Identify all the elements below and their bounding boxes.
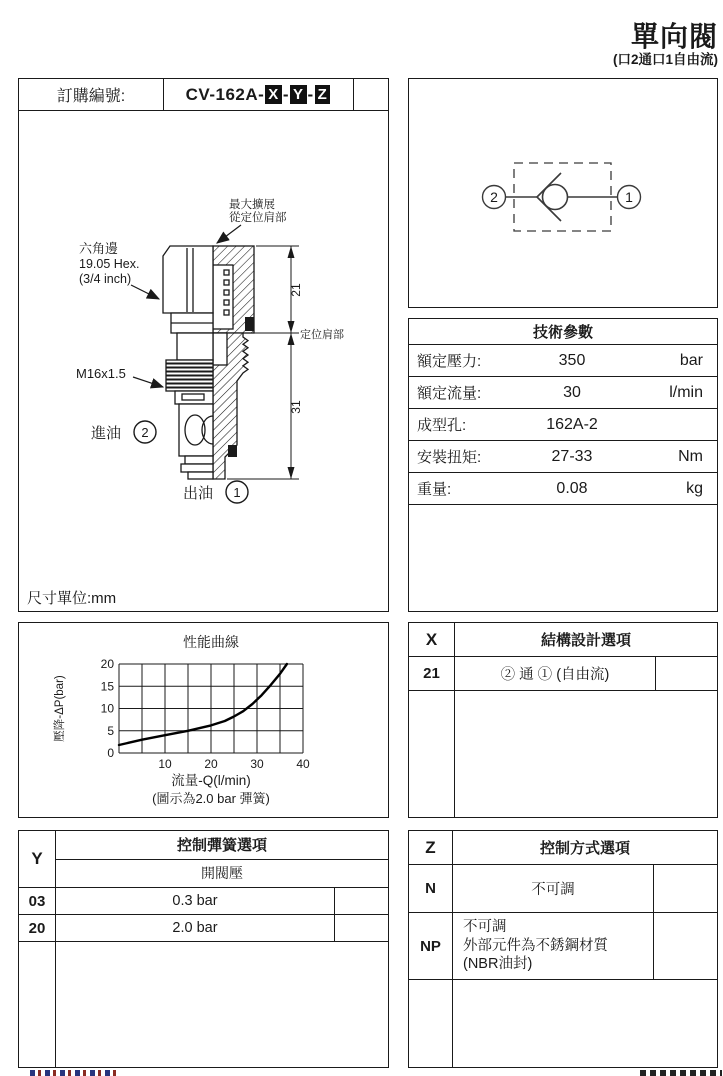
hex-label-3: (3/4 inch) bbox=[79, 272, 132, 286]
performance-curve-chart bbox=[19, 623, 387, 816]
seal-upper bbox=[245, 317, 254, 331]
ordering-code-z-chip: Z bbox=[315, 85, 331, 104]
param-value: 0.08 bbox=[556, 479, 588, 497]
x-options-code: X bbox=[409, 623, 455, 656]
ordering-row bbox=[19, 79, 388, 111]
check-valve-symbol bbox=[409, 79, 716, 306]
z-option-row bbox=[409, 865, 717, 913]
ordering-code-y-chip: Y bbox=[290, 85, 307, 104]
param-label: 額定壓力: bbox=[417, 353, 482, 370]
y-options-panel bbox=[18, 830, 389, 1068]
z-option-code: N bbox=[409, 865, 453, 912]
y-options-empty-area bbox=[19, 942, 388, 1067]
valve-section-hatched bbox=[213, 246, 254, 479]
tech-params-title: 技術參數 bbox=[409, 319, 717, 345]
x-option-desc: ② 通 ① (自由流) bbox=[500, 667, 610, 683]
unit-note: 尺寸單位:mm bbox=[27, 590, 117, 607]
x-options-empty-area bbox=[409, 691, 717, 817]
param-unit: kg bbox=[686, 479, 703, 497]
max-extension-label-2: 從定位肩部 bbox=[229, 212, 287, 224]
ordering-code: CV-162A- X - Y - Z bbox=[164, 79, 354, 110]
drawing-panel bbox=[18, 78, 389, 612]
x-option-code: 21 bbox=[409, 657, 455, 690]
y-option-spare-cell bbox=[334, 888, 388, 914]
y-option-desc: 2.0 bar bbox=[172, 920, 218, 936]
z-options-empty-area bbox=[409, 980, 717, 1067]
ordering-code-prefix: CV-162A- bbox=[185, 84, 265, 104]
x-options-header bbox=[409, 623, 717, 657]
tech-param-row bbox=[409, 473, 717, 505]
z-options-code: Z bbox=[409, 831, 453, 864]
y-options-header bbox=[19, 831, 388, 888]
tech-param-row bbox=[409, 409, 717, 441]
tech-param-row bbox=[409, 345, 717, 377]
inlet-port-number: 2 bbox=[141, 425, 149, 440]
y-option-spare-cell bbox=[334, 915, 388, 941]
y-options-code: Y bbox=[19, 831, 56, 887]
param-value: 350 bbox=[558, 351, 586, 369]
chart-y-axis-label: 壓降-ΔP(bar) bbox=[54, 675, 66, 742]
ordering-spare-cell bbox=[354, 79, 388, 110]
hex-leader bbox=[131, 285, 159, 299]
param-value: 30 bbox=[563, 383, 581, 401]
z-options-panel bbox=[408, 830, 718, 1068]
thread-label: M16x1.5 bbox=[76, 366, 126, 381]
schematic-panel bbox=[408, 78, 718, 308]
z-option-spare-cell bbox=[653, 865, 717, 912]
param-value: 162A-2 bbox=[546, 415, 598, 433]
z-option-desc-line: 不可調 bbox=[463, 918, 507, 935]
inlet-label: 進油 bbox=[91, 425, 122, 442]
page-subtitle: (口2通口1自由流) bbox=[612, 52, 718, 68]
param-value: 27-33 bbox=[551, 447, 593, 465]
outlet-port-number: 1 bbox=[233, 485, 241, 500]
max-extension-label-1: 最大擴展 bbox=[229, 199, 275, 211]
chart-x-tick-label: 10 bbox=[158, 757, 172, 771]
y-option-row bbox=[19, 888, 388, 915]
y-option-code: 03 bbox=[19, 888, 56, 914]
z-options-title: 控制方式選項 bbox=[539, 840, 630, 857]
chart-y-tick-label: 5 bbox=[107, 723, 114, 738]
check-ball bbox=[543, 185, 568, 210]
z-option-desc-line: (NBR油封) bbox=[463, 956, 533, 973]
tech-params-panel bbox=[408, 318, 718, 612]
z-option-desc bbox=[453, 913, 653, 979]
y-option-desc: 0.3 bar bbox=[172, 893, 218, 909]
valve-external-view bbox=[163, 246, 213, 479]
x-options-panel bbox=[408, 622, 718, 818]
x-option-spare-cell bbox=[655, 657, 717, 690]
y-option-row bbox=[19, 915, 388, 942]
z-option-desc: 不可調 bbox=[531, 882, 575, 898]
title-block bbox=[613, 22, 718, 68]
chart-x-axis-label: 流量-Q(l/min) bbox=[171, 773, 251, 788]
param-label: 安裝扭矩: bbox=[417, 449, 482, 466]
hex-head bbox=[163, 246, 213, 313]
dim-21-label: 21 bbox=[289, 283, 303, 297]
param-label: 額定流量: bbox=[417, 385, 482, 402]
page-title: 單向閥 bbox=[630, 21, 718, 52]
param-unit: bar bbox=[679, 351, 703, 369]
hex-label-1: 六角邊 bbox=[79, 241, 119, 256]
tech-param-row bbox=[409, 377, 717, 409]
schematic-port1-number: 1 bbox=[625, 189, 633, 205]
chart-x-tick-label: 20 bbox=[204, 757, 218, 771]
performance-curve-line bbox=[119, 664, 287, 745]
z-option-desc-line: 外部元件為不銹鋼材質 bbox=[463, 937, 608, 954]
x-option-row bbox=[409, 657, 717, 691]
y-options-subtitle: 開閥壓 bbox=[201, 865, 243, 882]
y-options-title: 控制彈簧選項 bbox=[56, 831, 388, 860]
y-options-empty-code-col bbox=[19, 942, 56, 1067]
shoulder-label: 定位肩部 bbox=[300, 329, 344, 341]
param-label: 成型孔: bbox=[417, 417, 467, 434]
chart-y-tick-label: 10 bbox=[100, 701, 114, 716]
tech-param-row bbox=[409, 441, 717, 473]
chart-x-tick-label: 40 bbox=[296, 757, 310, 771]
chart-title: 性能曲線 bbox=[183, 634, 239, 650]
z-option-row bbox=[409, 913, 717, 980]
valve-cross-section-drawing bbox=[19, 115, 387, 585]
chart-y-tick-label: 20 bbox=[100, 657, 114, 671]
schematic-port2-number: 2 bbox=[490, 189, 498, 205]
x-options-title: 結構設計選項 bbox=[540, 632, 631, 649]
y-options-header-right bbox=[56, 831, 388, 887]
outlet-label: 出油 bbox=[183, 485, 214, 502]
footer-left-clipped-fragment bbox=[30, 1070, 116, 1076]
x-options-empty-code-col bbox=[409, 691, 455, 817]
ordering-code-x-chip: X bbox=[265, 85, 282, 104]
z-options-header bbox=[409, 831, 717, 865]
dim-31-label: 31 bbox=[289, 400, 303, 414]
param-unit: l/min bbox=[669, 383, 703, 401]
param-label: 重量: bbox=[417, 481, 452, 498]
param-unit: Nm bbox=[678, 447, 703, 465]
performance-curve-panel bbox=[18, 622, 389, 818]
chart-x-tick-label: 30 bbox=[250, 757, 264, 771]
footer-right-clipped-fragment bbox=[640, 1070, 722, 1076]
chart-y-tick-label: 15 bbox=[100, 679, 114, 694]
thread-leader bbox=[133, 377, 163, 387]
chart-y-tick-label: 0 bbox=[107, 746, 114, 760]
seal-lower bbox=[228, 445, 237, 457]
z-option-code: NP bbox=[409, 913, 453, 979]
chart-caption: (圖示為2.0 bar 彈簧) bbox=[152, 791, 270, 806]
z-options-empty-code-col bbox=[409, 980, 453, 1067]
y-option-code: 20 bbox=[19, 915, 56, 941]
hex-label-2: 19.05 Hex. bbox=[79, 257, 140, 271]
ordering-label: 訂購編號: bbox=[19, 79, 164, 110]
z-option-spare-cell bbox=[653, 913, 717, 979]
max-extension-leader bbox=[217, 225, 241, 243]
